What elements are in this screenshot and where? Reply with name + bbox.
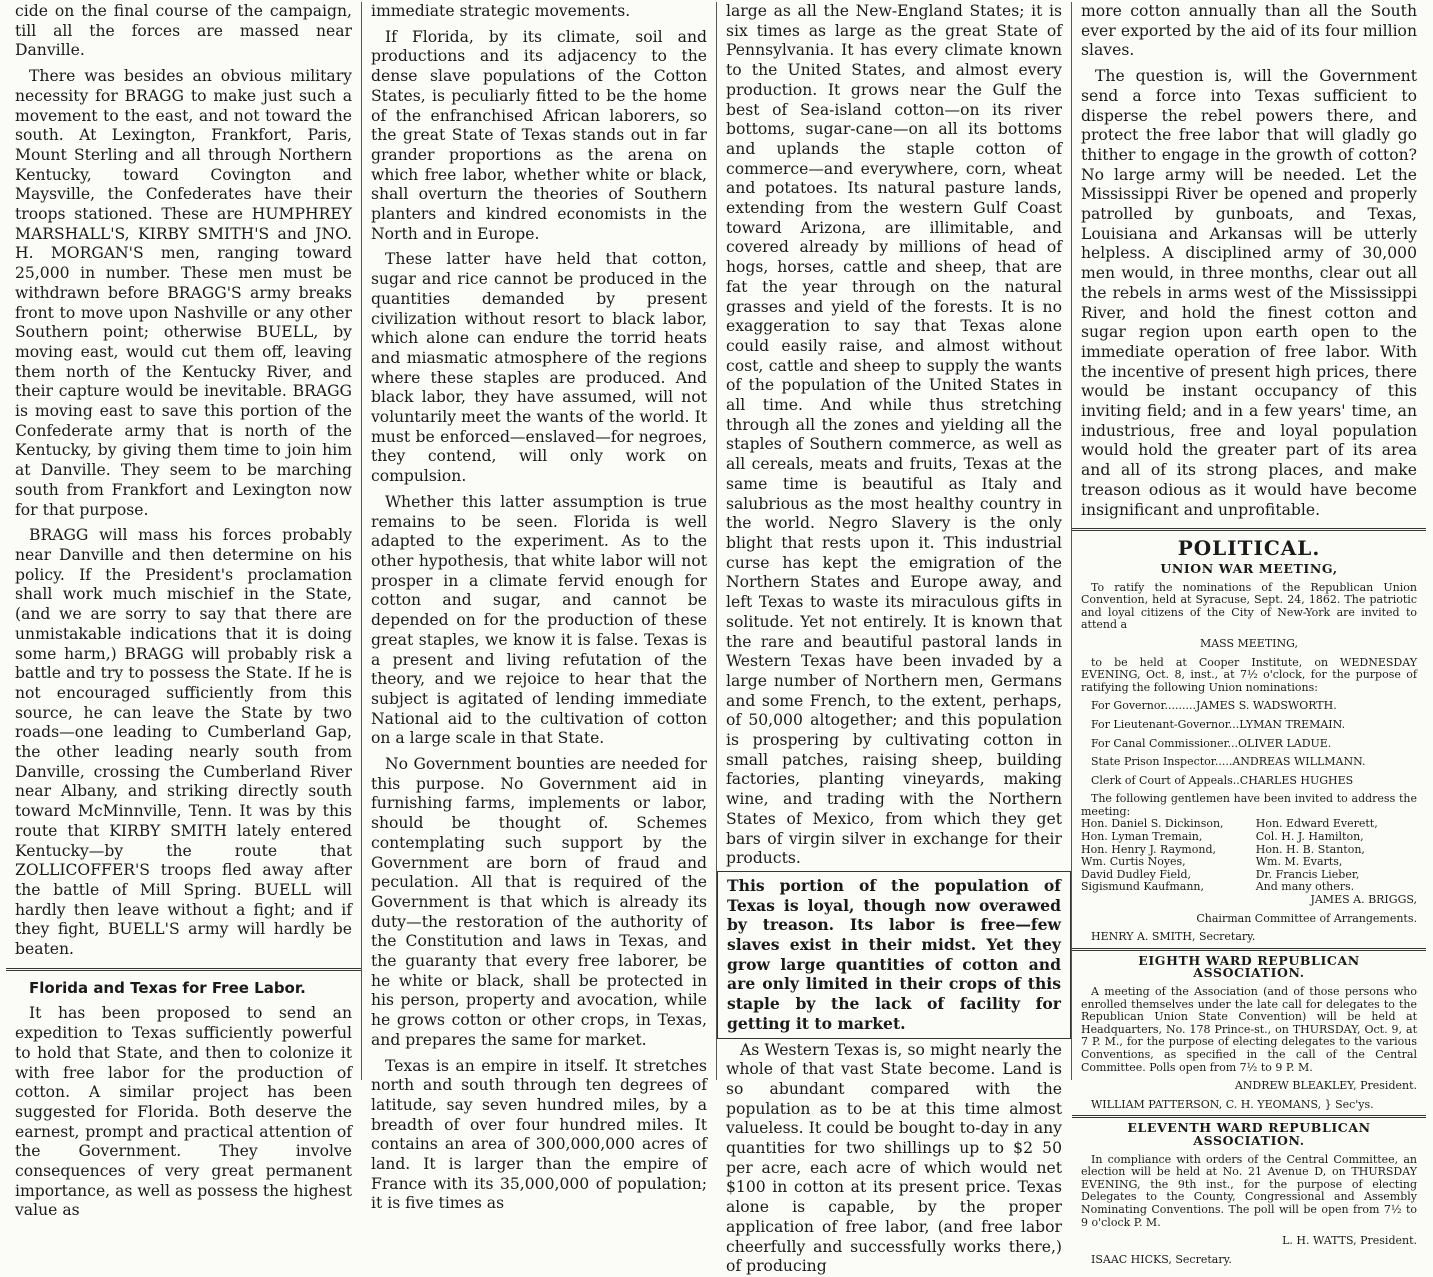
speaker: Hon. Daniel S. Dickinson, — [1081, 817, 1224, 831]
paragraph: No Government bounties are needed for this purpose. No Government aid in furnishing farms, implements or labor, should be thought of. Schemes contemplating such support by the Government are born of fraud and peculation. All that is required of the Government is that which is already its duty—the restoration of the authority of the Constitution and laws in Texas, and the guaranty that every free laborer, be he white or black, shall be protected in his person, property and avocation, while he grows cotton or other crops, in Texas, and prepares the same for market. — [371, 755, 707, 1049]
paragraph: large as all the New-England States; it is six times as large as the great State of Pennsylvania. It has every climate known to the United States, and almost every production. It grows near the Gulf the best of Sea-island cotton—on its river bottoms, sugar-cane—on all its bottoms and uplands the staple cotton of commerce—and everywhere, corn, wheat and potatoes. Its natural pasture lands, extending from the western Gulf Coast toward Arizona, are illimitable, and covered already by millions of head of hogs, horses, cattle and sheep, that are fat the year through on the natural grasses and yield of the forests. It is no exaggeration to say that Texas alone could easily raise, and almost without cost, cattle and sheep to supply the wants of the population of the United States in all time. And while thus stretching through all the zones and yielding all the staples of Southern commerce, as well as all cereals, meats and fruits, Texas at the same time is beautiful as Italy and salubrious as the most healthy country in the world. Negro Slavery is the only blight that rests upon it. This industrial curse has kept the emigration of the Northern States and Europe away, and left Texas to waste its miraculous gifts in solitude. Yet not entirely. It is known that the rare and beautiful pastoral lands in Western Texas have been invaded by a large number of Northern men, Germans and some French, to the extent, perhaps, of 50,000 altogether; and this population is prospering by cultivating cotton in small patches, raising sheep, building factories, planting vineyards, making wine, and trading with the Northern States of Mexico, from which they get bars of virgin silver in exchange for their products. — [726, 2, 1062, 868]
speaker: David Dudley Field, — [1081, 867, 1192, 881]
speaker: Col. H. J. Hamilton, — [1255, 830, 1364, 844]
speaker: Dr. Francis Lieber, — [1255, 867, 1360, 881]
nomination: Clerk of Court of Appeals..CHARLES HUGHES — [1091, 773, 1354, 787]
signature: ANDREW BLEAKLEY, President. — [1234, 1079, 1417, 1093]
notice-eighth-ward — [1081, 952, 1417, 1112]
speaker-row — [1081, 831, 1417, 844]
paragraph: immediate strategic movements. — [371, 2, 631, 20]
notice-rule — [1072, 1115, 1426, 1118]
column-1 — [6, 2, 361, 1220]
notice-text: To ratify the nominations of the Republican Union Convention, held at Syracuse, Sept. 24, 1862. The patriotic and loyal citizens of the City of New-York are invited to attend a — [1081, 580, 1417, 632]
paragraph: These latter have held that cotton, sugar and rice cannot be produced in the quantities demanded by present civilization without resort to black labor, which alone can endure the torrid heats and miasmatic atmosphere of the regions where these staples are produced. And black labor, they have assumed, will not voluntarily meet the wants of the world. It must be enforced—enslaved—for negroes, they contend, will only work on compulsion. — [371, 250, 707, 486]
signature: HENRY A. SMITH, Secretary. — [1091, 930, 1256, 944]
notice-text: In compliance with orders of the Central Committee, an election will be held at No. 21 Avenue D, on THURSDAY EVENING, the 9th inst., for the purpose of electing Delegates to the County, Congressional and Assembly Nominating Conventions. The poll will be open from 7½ to 9 o'clock P. M. — [1081, 1152, 1417, 1229]
speaker: Hon. H. B. Stanton, — [1255, 842, 1365, 856]
paragraph: cide on the final course of the campaign, till all the forces are massed near Danville. — [15, 2, 352, 60]
column-2 — [361, 2, 716, 1213]
section-title: POLITICAL. — [1177, 536, 1321, 561]
nomination: For Canal Commissioner...OLIVER LADUE. — [1091, 736, 1332, 750]
column-rule — [6, 968, 361, 971]
speaker: Hon. Edward Everett, — [1255, 817, 1378, 831]
notice-rule — [1072, 948, 1426, 951]
article-heading: Florida and Texas for Free Labor. — [29, 978, 306, 997]
nomination: For Lieutenant-Governor...LYMAN TREMAIN. — [1091, 717, 1346, 731]
column-4 — [1071, 2, 1426, 1266]
paragraph: This portion of the population of Texas is loyal, though now overawed by treason. Its labor is free—few slaves exist in their midst. Yet they grow large quantities of cotton and are only limited in their crops of this staple by the lack of facility for getting it to market. — [727, 875, 1061, 1033]
signature: L. H. WATTS, President. — [1282, 1234, 1417, 1248]
boxed-paragraph — [717, 871, 1071, 1039]
paragraph: The question is, will the Government send a force into Texas sufficient to disperse the rebel powers there, and protect the free labor that will gladly go thither to engage in the growth of cotton? No large army will be needed. Let the Mississippi River be opened and properly patrolled by gunboats, and Texas, Louisiana and Arkansas will be utterly helpless. A disciplined army of 30,000 men would, in three months, clear out all the rebels in arms west of the Mississippi River, and hold the finest cotton and sugar region upon earth open to the immediate operation of free labor. With the incentive of present high prices, there would be instant occupancy of this inviting field; and in a few years' time, an industrious, free and loyal population would hold the greater part of its area and all of its strong places, and make treason odious as it would have become insignificant and unprofitable. — [1081, 67, 1417, 519]
speaker: Hon. Lyman Tremain, — [1081, 830, 1203, 844]
paragraph: If Florida, by its climate, soil and productions and its adjacency to the dense slave populations of the Cotton States, is peculiarly fitted to be the home of the enfranchised African laborers, so the great State of Texas stands out in far grander proportions as the arena on which free labor, whether white or black, shall overturn the theories of Southern planters and kindred economists in the North and in Europe. — [371, 27, 707, 243]
paragraph: It has been proposed to send an expedition to Texas sufficiently powerful to hold that State, and then to colonize it with free labor for the production of cotton. A similar project has been suggested for Florida. Both deserve the earnest, prompt and practical attention of the Government. They involve consequences of very great permanent importance, as well as possess the highest value as — [15, 1004, 352, 1220]
notice-title: EIGHTH WARD REPUBLICAN ASSOCIATION. — [1138, 952, 1360, 981]
paragraph: There was besides an obvious military necessity for BRAGG to make just such a movement to the east, and not toward the south. At Lexington, Frankfort, Paris, Mount Sterling and all through Northern Kentucky, toward Covington and Maysville, the Confederates have their troops stationed. These are HUMPHREY MARSHALL'S, KIRBY SMITH'S and JNO. H. MORGAN'S men, ranging toward 25,000 in number. These men must be withdrawn before BRAGG'S army breaks front to move upon Nashville or any other Southern point; otherwise BUELL, by moving east, would cut them off, leaving them north of the Kentucky River, and their capture would be inevitable. BRAGG is moving east to save this portion of the Confederate army that is north of the Kentucky, by giving them time to join him at Danville. They seem to be marching south from Frankfort and Lexington now for that purpose. — [15, 67, 352, 519]
notice-title: ELEVENTH WARD REPUBLICAN ASSOCIATION. — [1127, 1120, 1371, 1148]
notice-union-war-meeting — [1081, 560, 1417, 944]
section-rule — [1072, 528, 1426, 531]
speaker: And many others. — [1255, 880, 1355, 894]
signature: Chairman Committee of Arrangements. — [1196, 911, 1417, 925]
column-3 — [716, 2, 1071, 1276]
paragraph: Texas is an empire in itself. It stretches north and south through ten degrees of latitude, say seven hundred miles, by a breadth of over four hundred miles. It contains an area of 300,000,000 acres of land. It is larger than the empire of France with its 35,000,000 of population; it is five times as — [371, 1056, 707, 1213]
speaker: Sigismund Kaufmann, — [1081, 880, 1204, 894]
paragraph: Whether this latter assumption is true remains to be seen. Florida is well adapted to the experiment. As to the other hypothesis, that white labor will not prosper in a climate fervid enough for cotton and sugar, and cannot be depended on for the production of these great staples, we know it is false. Texas is a present and living refutation of the theory, and we rejoice to hear that the subject is agitated of lending immediate National aid to the cultivation of cotton on a large scale in that State. — [371, 492, 707, 748]
notice-eleventh-ward — [1081, 1122, 1417, 1266]
paragraph: more cotton annually than all the South ever exported by the aid of its four million slaves. — [1081, 2, 1417, 60]
notice-title: UNION WAR MEETING, — [1160, 560, 1338, 576]
paragraph: As Western Texas is, so might nearly the whole of that vast State become. Land is so abundant compared with the population as to be at this time almost valueless. It could be bought to-day in any quantities for two shillings up to $2 50 per acre, each acre of which would net $100 in cotton at its present price. Texas alone is capable, by the proper application of free labor, (and free labor cheerfully and successfully works there,) of producing — [726, 1040, 1062, 1276]
notice-text: MASS MEETING, — [1199, 636, 1299, 650]
nomination: For Governor.........JAMES S. WADSWORTH. — [1091, 699, 1337, 713]
nomination: State Prison Inspector.....ANDREAS WILLMANN. — [1091, 755, 1366, 769]
notice-text: A meeting of the Association (and of those persons who enrolled themselves under the late call for delegates to the Republican Union State Convention) will be held at Headquarters, No. 178 Prince-st., on THURSDAY, Oct. 9, at 7 P. M., for the purpose of electing delegates to the various Conventions, as specified in the call of the Central Committee. Polls open from 7½ to 9 P. M. — [1081, 985, 1417, 1074]
paragraph: BRAGG will mass his forces probably near Danville and then determine on his policy. If the President's proclamation shall work much mischief in the State, (and we are sorry to say that there are unmistakable indications that it is doing some harm,) BRAGG will probably risk a battle and try to possess the State. If he is not encouraged sufficiently from this source, he can leave the State by two roads—one leading to Cumberland Gap, the other leading nearly south from Danville, crossing the Cumberland River near Albany, and striking directly south toward McMinnville, Tenn. It was by this route that KIRBY SMITH lately entered Kentucky—by the route that ZOLLICOFFER'S troops fled away after the battle of Mill Spring. BUELL will hardly then leave without a fight; and if they fight, BUELL'S army will hardly be beaten. — [15, 526, 352, 959]
speaker-row — [1081, 856, 1417, 869]
notice-text: to be held at Cooper Institute, on WEDNESDAY EVENING, Oct. 8, inst., at 7½ o'clock, for the purpose of ratifying the following Union nominations: — [1081, 655, 1417, 694]
signature: WILLIAM PATTERSON, C. H. YEOMANS, } Sec'ys. — [1091, 1097, 1374, 1111]
notice-text: The following gentlemen have been invited to address the meeting: — [1081, 792, 1417, 818]
speaker: Wm. Curtis Noyes, — [1081, 855, 1186, 869]
speaker: Wm. M. Evarts, — [1255, 855, 1343, 869]
signature: JAMES A. BRIGGS, — [1310, 893, 1417, 907]
signature: ISAAC HICKS, Secretary. — [1091, 1252, 1232, 1266]
speaker: Hon. Henry J. Raymond, — [1081, 842, 1216, 856]
